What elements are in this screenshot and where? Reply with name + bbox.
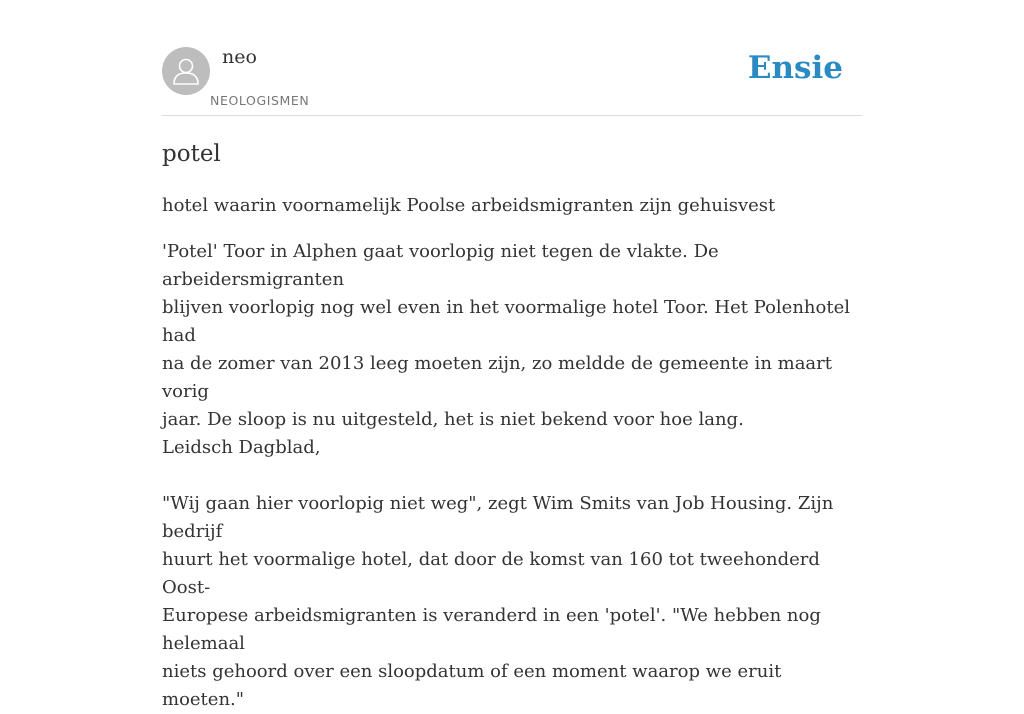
header xyxy=(162,40,862,116)
user-silhouette-icon xyxy=(162,47,210,95)
dictionary-label[interactable]: NEOLOGISMEN xyxy=(210,93,310,108)
ensie-logo[interactable]: Ensie xyxy=(747,50,843,86)
example-line: "Wij gaan hier voorlopig niet weg", zegt Wim Smits van Job Housing. Zijn bedrijf xyxy=(162,493,834,542)
username[interactable]: neo xyxy=(222,46,257,68)
example-source: Leidsch Dagblad, xyxy=(162,437,321,458)
entry xyxy=(162,138,862,714)
example-line: na de zomer van 2013 leeg moeten zijn, zo meldde de gemeente in maart vorig xyxy=(162,353,832,402)
example-text xyxy=(162,238,862,714)
example-line: Europese arbeidsmigranten is veranderd in een 'potel'. "We hebben nog helemaal xyxy=(162,605,821,654)
entry-title: potel xyxy=(162,141,221,167)
definition: hotel waarin voornamelijk Poolse arbeidsmigranten zijn gehuisvest xyxy=(162,195,776,216)
paragraph-gap xyxy=(162,462,862,490)
avatar[interactable] xyxy=(162,47,210,95)
example-line: niets gehoord over een sloopdatum of een moment waarop we eruit moeten." xyxy=(162,661,782,710)
example-line: jaar. De sloop is nu uitgesteld, het is niet bekend voor hoe lang. xyxy=(162,409,744,430)
example-line: blijven voorlopig nog wel even in het voormalige hotel Toor. Het Polenhotel had xyxy=(162,297,850,346)
example-line: huurt het voormalige hotel, dat door de komst van 160 tot tweehonderd Oost- xyxy=(162,549,820,598)
example-line: 'Potel' Toor in Alphen gaat voorlopig niet tegen de vlakte. De arbeidersmigranten xyxy=(162,241,719,290)
